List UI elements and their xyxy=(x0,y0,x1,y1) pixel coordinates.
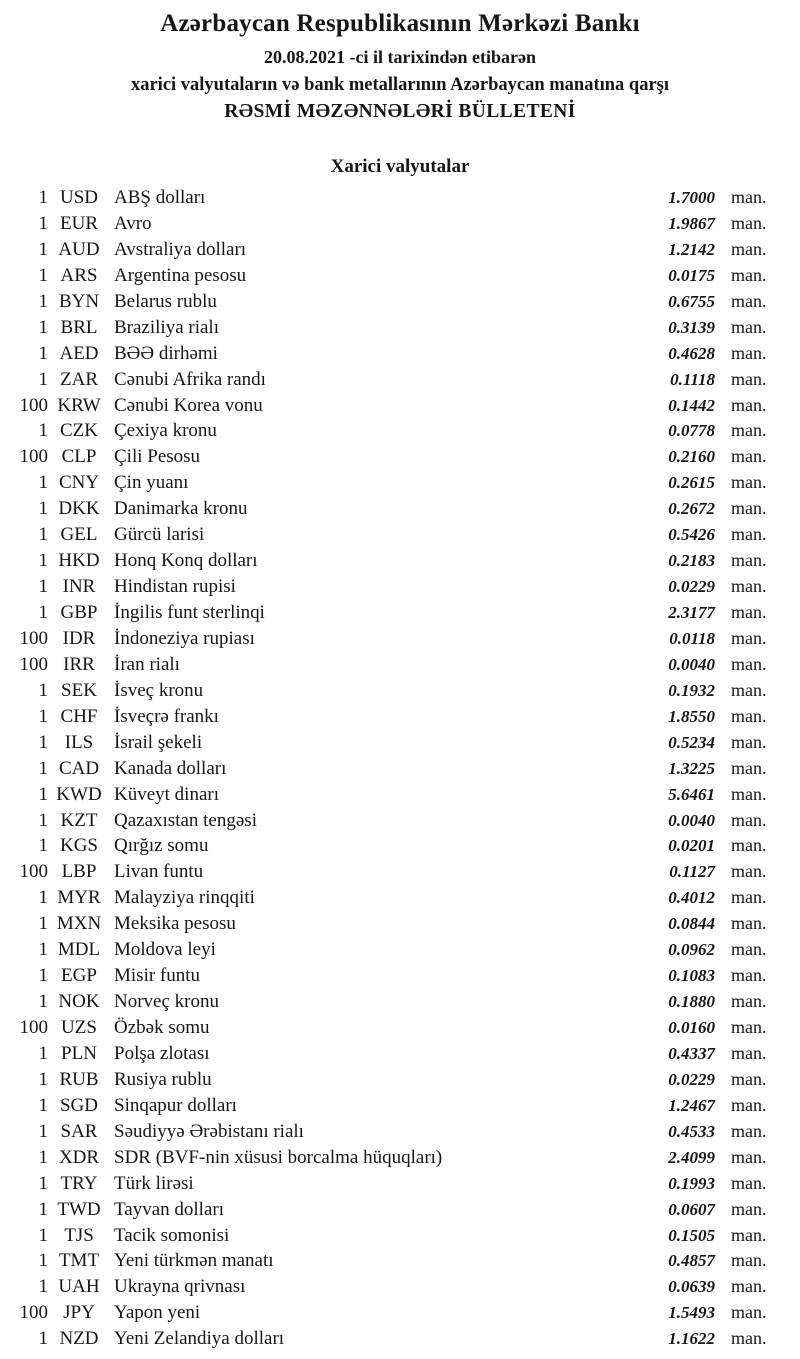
rate-value: 0.6755 xyxy=(668,291,715,311)
rate-value: 1.9867 xyxy=(668,213,715,233)
rate-value: 0.1127 xyxy=(669,862,715,882)
rate-value: 0.0118 xyxy=(669,628,715,648)
unit-label: man. xyxy=(731,602,767,622)
rate-quantity: 1 xyxy=(38,1198,48,1220)
rate-row xyxy=(0,963,800,989)
rate-value: 0.1118 xyxy=(670,369,715,389)
rate-value: 0.2160 xyxy=(668,447,715,467)
rate-value: 1.7000 xyxy=(668,188,715,207)
rate-value: 0.4337 xyxy=(668,1043,715,1063)
unit-label: man. xyxy=(731,835,767,856)
currency-name: İndoneziya rupiası xyxy=(114,627,255,649)
currency-code: TJS xyxy=(64,1224,94,1246)
unit-label: man. xyxy=(731,1094,767,1115)
rate-row xyxy=(0,1171,800,1197)
unit-label: man. xyxy=(731,1276,767,1297)
currency-name: Qazaxıstan tengəsi xyxy=(114,809,257,831)
rate-value: 0.2615 xyxy=(668,473,715,493)
rate-quantity: 1 xyxy=(38,991,48,1013)
currency-name: Meksika pesosu xyxy=(114,913,236,935)
rate-row xyxy=(0,393,800,419)
currency-code: MXN xyxy=(56,913,102,935)
rate-quantity: 1 xyxy=(38,1068,48,1090)
rate-row xyxy=(0,574,800,600)
bulletin-title: RƏSMİ MƏZƏNNƏLƏRİ BÜLLETENİ xyxy=(224,101,576,122)
rate-value: 0.0160 xyxy=(668,1018,715,1037)
rate-quantity: 1 xyxy=(38,965,48,987)
unit-label: man. xyxy=(731,342,767,363)
unit-label: man. xyxy=(731,550,767,571)
currency-code: ILS xyxy=(64,731,94,753)
currency-name: Türk lirəsi xyxy=(114,1172,194,1194)
currency-name: Avstraliya dolları xyxy=(114,238,247,260)
rate-value: 0.1932 xyxy=(668,680,715,700)
rate-row xyxy=(0,548,800,574)
rate-row xyxy=(0,756,800,782)
currency-code: NOK xyxy=(58,991,100,1013)
currency-name: Honq Konq dolları xyxy=(114,550,258,572)
currency-code: UZS xyxy=(61,1017,97,1038)
currency-code: ZAR xyxy=(60,368,98,390)
rate-value: 0.2183 xyxy=(668,551,715,571)
currency-code: MYR xyxy=(57,887,101,909)
unit-label: man. xyxy=(731,524,767,545)
rate-value: 0.0201 xyxy=(668,836,715,856)
currency-name: Çin yuanı xyxy=(114,472,189,494)
unit-label: man. xyxy=(731,264,767,285)
currency-name: Livan funtu xyxy=(114,861,204,883)
currency-name: İsveç kronu xyxy=(114,679,204,701)
bank-title: Azərbaycan Respublikasının Mərkəzi Bankı xyxy=(160,10,640,37)
currency-code: TMT xyxy=(58,1250,100,1272)
currency-code: HKD xyxy=(58,550,100,572)
unit-label: man. xyxy=(731,212,767,233)
rate-value: 0.5234 xyxy=(668,732,715,752)
rate-value: 0.3139 xyxy=(668,317,715,337)
rate-value: 2.4099 xyxy=(668,1147,715,1167)
unit-label: man. xyxy=(731,446,767,467)
unit-label: man. xyxy=(731,627,767,648)
currency-name: Danimarka kronu xyxy=(114,498,248,520)
rate-row xyxy=(0,418,800,444)
unit-label: man. xyxy=(731,679,767,700)
currency-code: ARS xyxy=(60,264,98,286)
rate-row xyxy=(0,1145,800,1171)
unit-label: man. xyxy=(731,290,767,311)
currency-name: İsrail şekeli xyxy=(114,731,203,753)
rate-value: 1.8550 xyxy=(668,706,715,726)
currency-code: CZK xyxy=(60,420,98,442)
rates-table xyxy=(0,185,800,1352)
rate-row xyxy=(0,1223,800,1249)
rate-value: 0.0639 xyxy=(668,1277,715,1297)
rate-value: 0.2672 xyxy=(668,499,715,519)
rate-quantity: 1 xyxy=(38,1250,48,1272)
rate-quantity: 100 xyxy=(19,653,48,675)
currency-name: Misir funtu xyxy=(114,965,201,987)
currency-code: KWD xyxy=(56,783,102,805)
currency-name: Norveç kronu xyxy=(114,991,219,1013)
unit-label: man. xyxy=(731,316,767,337)
rate-row xyxy=(0,678,800,704)
rate-value: 1.5493 xyxy=(668,1303,715,1323)
currency-code: KZT xyxy=(60,809,98,831)
unit-label: man. xyxy=(731,861,767,882)
currency-name: Yeni türkmən manatı xyxy=(114,1250,274,1272)
rate-quantity: 1 xyxy=(38,524,48,546)
rate-quantity: 1 xyxy=(38,1328,48,1350)
currency-code: GBP xyxy=(60,602,98,623)
rate-row xyxy=(0,730,800,756)
unit-label: man. xyxy=(731,420,767,441)
currency-code: NZD xyxy=(59,1328,99,1350)
rate-quantity: 1 xyxy=(38,1224,48,1246)
rate-quantity: 1 xyxy=(38,1042,48,1064)
rate-quantity: 1 xyxy=(38,264,48,286)
rate-row xyxy=(0,1248,800,1274)
unit-label: man. xyxy=(731,757,767,778)
rate-quantity: 1 xyxy=(38,783,48,805)
currency-name: Ukrayna qrivnası xyxy=(114,1276,246,1298)
currency-name: Qırğız somu xyxy=(114,835,209,857)
rate-quantity: 1 xyxy=(38,212,48,234)
rate-quantity: 1 xyxy=(38,705,48,727)
rate-value: 0.0040 xyxy=(668,810,715,830)
currency-code: XDR xyxy=(58,1146,100,1168)
currency-name: Cənubi Korea vonu xyxy=(114,394,263,416)
unit-label: man. xyxy=(731,498,767,519)
rate-row xyxy=(0,1041,800,1067)
currency-code: IDR xyxy=(62,627,96,649)
currency-code: SAR xyxy=(60,1120,98,1142)
rate-value: 0.0962 xyxy=(668,940,715,960)
unit-label: man. xyxy=(731,187,767,207)
rate-value: 0.1505 xyxy=(668,1225,715,1245)
rate-value: 1.2467 xyxy=(668,1095,715,1115)
rate-row xyxy=(0,237,800,263)
currency-name: Sinqapur dolları xyxy=(114,1094,237,1116)
rate-value: 0.0778 xyxy=(668,421,715,441)
currency-name: Malayziya rinqqiti xyxy=(114,887,255,909)
rate-quantity: 100 xyxy=(19,1302,48,1324)
currency-name: Moldova leyi xyxy=(114,939,216,961)
currency-name: Argentina pesosu xyxy=(114,264,247,286)
unit-label: man. xyxy=(731,1146,767,1167)
rate-quantity: 1 xyxy=(38,1146,48,1168)
rate-value: 0.0229 xyxy=(668,1069,715,1089)
rate-value: 0.4533 xyxy=(668,1121,715,1141)
currency-code: JPY xyxy=(63,1302,95,1324)
unit-label: man. xyxy=(731,1224,767,1245)
rate-quantity: 100 xyxy=(19,394,48,416)
rate-row xyxy=(0,289,800,315)
rate-value: 0.0175 xyxy=(668,265,715,285)
rate-row xyxy=(0,1274,800,1300)
currency-code: TRY xyxy=(60,1172,98,1194)
unit-label: man. xyxy=(731,1120,767,1141)
rate-value: 0.0040 xyxy=(668,654,715,674)
unit-label: man. xyxy=(731,1198,767,1219)
currency-code: LBP xyxy=(61,861,97,883)
unit-label: man. xyxy=(731,1250,767,1271)
unit-label: man. xyxy=(731,472,767,493)
rate-value: 0.1880 xyxy=(668,992,715,1012)
currency-code: SEK xyxy=(61,679,97,701)
currency-code: GEL xyxy=(60,524,98,546)
currency-code: USD xyxy=(59,187,98,208)
rate-quantity: 1 xyxy=(38,342,48,364)
rate-row xyxy=(0,885,800,911)
rate-row xyxy=(0,1300,800,1326)
rate-quantity: 1 xyxy=(38,1094,48,1116)
effective-date-line: 20.08.2021 -ci il tarixindən etibarən xyxy=(264,47,536,67)
rate-quantity: 1 xyxy=(38,472,48,494)
currency-code: CNY xyxy=(58,472,100,494)
rate-row xyxy=(0,341,800,367)
rate-quantity: 1 xyxy=(38,887,48,909)
unit-label: man. xyxy=(731,731,767,752)
rate-quantity: 1 xyxy=(38,809,48,831)
currency-code: DKK xyxy=(58,498,100,520)
currency-name: Avro xyxy=(114,212,152,234)
currency-code: TWD xyxy=(57,1198,101,1220)
currency-name: Kanada dolları xyxy=(114,757,227,779)
section-title-foreign-currencies: Xarici valyutalar xyxy=(330,156,470,177)
currency-name: Çexiya kronu xyxy=(114,420,217,442)
rate-row xyxy=(0,185,800,211)
rate-value: 0.1083 xyxy=(668,966,715,986)
currency-name: Gürcü larisi xyxy=(114,524,205,546)
rate-row xyxy=(0,652,800,678)
currency-code: CLP xyxy=(61,446,97,468)
rate-row xyxy=(0,1326,800,1352)
currency-name: Yeni Zelandiya dolları xyxy=(114,1328,285,1350)
rate-row xyxy=(0,1197,800,1223)
rate-row xyxy=(0,211,800,237)
rate-value: 0.1993 xyxy=(668,1173,715,1193)
rate-row xyxy=(0,937,800,963)
unit-label: man. xyxy=(731,576,767,597)
rate-row xyxy=(0,496,800,522)
unit-label: man. xyxy=(731,394,767,415)
currency-name: SDR (BVF-nin xüsusi borcalma hüquqları) xyxy=(114,1146,443,1168)
unit-label: man. xyxy=(731,887,767,908)
currency-name: Braziliya rialı xyxy=(114,316,219,338)
rate-row xyxy=(0,1093,800,1119)
currency-code: SGD xyxy=(59,1094,98,1116)
unit-label: man. xyxy=(731,991,767,1012)
unit-label: man. xyxy=(731,1328,767,1349)
rate-quantity: 1 xyxy=(38,368,48,390)
currency-name: Yapon yeni xyxy=(114,1302,201,1324)
currency-code: BRL xyxy=(60,316,98,338)
unit-label: man. xyxy=(731,783,767,804)
rate-quantity: 1 xyxy=(38,835,48,857)
currency-code: INR xyxy=(62,576,96,598)
rate-quantity: 100 xyxy=(19,1017,48,1038)
currency-code: KGS xyxy=(59,835,98,857)
currency-name: Hindistan rupisi xyxy=(114,576,236,598)
currency-code: CHF xyxy=(60,705,98,727)
unit-label: man. xyxy=(731,1302,767,1323)
currency-name: Küveyt dinarı xyxy=(114,783,220,805)
unit-label: man. xyxy=(731,653,767,674)
rate-row xyxy=(0,522,800,548)
rate-quantity: 1 xyxy=(38,1276,48,1298)
unit-label: man. xyxy=(731,1017,767,1037)
currency-code: EGP xyxy=(61,965,97,987)
rate-row xyxy=(0,444,800,470)
rate-value: 0.5426 xyxy=(668,525,715,545)
rate-row xyxy=(0,1015,800,1041)
rate-value: 5.6461 xyxy=(668,784,715,804)
rate-quantity: 1 xyxy=(38,550,48,572)
currency-code: AED xyxy=(59,342,99,364)
unit-label: man. xyxy=(731,965,767,986)
rate-value: 0.4628 xyxy=(668,343,715,363)
currency-code: RUB xyxy=(59,1068,99,1090)
rate-value: 1.3225 xyxy=(668,758,715,778)
currency-name: Polşa zlotası xyxy=(114,1042,210,1064)
currency-name: Belarus rublu xyxy=(114,290,217,312)
bulletin-header xyxy=(0,0,800,123)
rate-row xyxy=(0,470,800,496)
currency-name: Çili Pesosu xyxy=(114,446,201,468)
rate-value: 0.0229 xyxy=(668,577,715,597)
rate-quantity: 1 xyxy=(38,420,48,442)
currency-code: KRW xyxy=(57,394,101,416)
rate-row xyxy=(0,704,800,730)
rate-row xyxy=(0,1119,800,1145)
currency-code: IRR xyxy=(63,653,95,675)
currency-code: MDL xyxy=(57,939,101,961)
rate-value: 2.3177 xyxy=(668,603,715,622)
unit-label: man. xyxy=(731,238,767,259)
rate-row xyxy=(0,1067,800,1093)
rate-quantity: 1 xyxy=(38,290,48,312)
rate-quantity: 1 xyxy=(38,602,48,623)
currency-name: Cənubi Afrika randı xyxy=(114,368,266,390)
rate-quantity: 100 xyxy=(19,861,48,883)
rate-row xyxy=(0,782,800,808)
rate-row xyxy=(0,989,800,1015)
rate-quantity: 1 xyxy=(38,316,48,338)
currency-name: ABŞ dolları xyxy=(114,187,206,208)
currency-name: İran rialı xyxy=(114,653,180,675)
rate-quantity: 1 xyxy=(38,576,48,598)
rate-quantity: 1 xyxy=(38,498,48,520)
rate-quantity: 1 xyxy=(38,238,48,260)
rate-row xyxy=(0,859,800,885)
rate-quantity: 100 xyxy=(19,446,48,468)
rate-quantity: 1 xyxy=(38,939,48,961)
rate-value: 0.4012 xyxy=(668,888,715,908)
unit-label: man. xyxy=(731,368,767,389)
currency-code: EUR xyxy=(60,212,98,234)
unit-label: man. xyxy=(731,913,767,934)
subtitle-line: xarici valyutaların və bank metallarının Azərbaycan manatına qarşı xyxy=(130,75,670,95)
rate-value: 1.1622 xyxy=(668,1329,715,1349)
rate-quantity: 1 xyxy=(38,679,48,701)
currency-name: İngilis funt sterlinqi xyxy=(114,602,265,623)
currency-code: UAH xyxy=(58,1276,100,1298)
currency-name: Tacik somonisi xyxy=(114,1224,230,1246)
rate-quantity: 1 xyxy=(38,1120,48,1142)
rate-quantity: 1 xyxy=(38,913,48,935)
currency-code: AUD xyxy=(58,238,100,260)
currency-name: Rusiya rublu xyxy=(114,1068,212,1090)
currency-name: BƏƏ dirhəmi xyxy=(114,342,218,364)
unit-label: man. xyxy=(731,705,767,726)
rate-row xyxy=(0,315,800,341)
rate-row xyxy=(0,367,800,393)
rate-value: 1.2142 xyxy=(668,239,715,259)
rate-row xyxy=(0,626,800,652)
currency-name: Səudiyyə Ərəbistanı rialı xyxy=(114,1120,304,1142)
rate-row xyxy=(0,833,800,859)
currency-name: Tayvan dolları xyxy=(114,1198,224,1220)
rate-row xyxy=(0,600,800,626)
rate-quantity: 1 xyxy=(38,757,48,779)
currency-name: İsveçrə frankı xyxy=(114,705,219,727)
rate-quantity: 1 xyxy=(38,187,48,208)
rate-row xyxy=(0,808,800,834)
rate-row xyxy=(0,911,800,937)
currency-name: Özbək somu xyxy=(114,1017,210,1038)
unit-label: man. xyxy=(731,939,767,960)
rate-value: 0.0607 xyxy=(668,1199,715,1219)
unit-label: man. xyxy=(731,1068,767,1089)
rate-quantity: 1 xyxy=(38,731,48,753)
currency-code: BYN xyxy=(58,290,100,312)
currency-code: CAD xyxy=(58,757,100,779)
unit-label: man. xyxy=(731,1042,767,1063)
unit-label: man. xyxy=(731,809,767,830)
unit-label: man. xyxy=(731,1172,767,1193)
rate-quantity: 100 xyxy=(19,627,48,649)
currency-code: PLN xyxy=(61,1042,97,1064)
rate-quantity: 1 xyxy=(38,1172,48,1194)
rate-value: 0.4857 xyxy=(668,1251,715,1271)
rate-value: 0.0844 xyxy=(668,914,715,934)
rate-row xyxy=(0,263,800,289)
rate-value: 0.1442 xyxy=(668,395,715,415)
